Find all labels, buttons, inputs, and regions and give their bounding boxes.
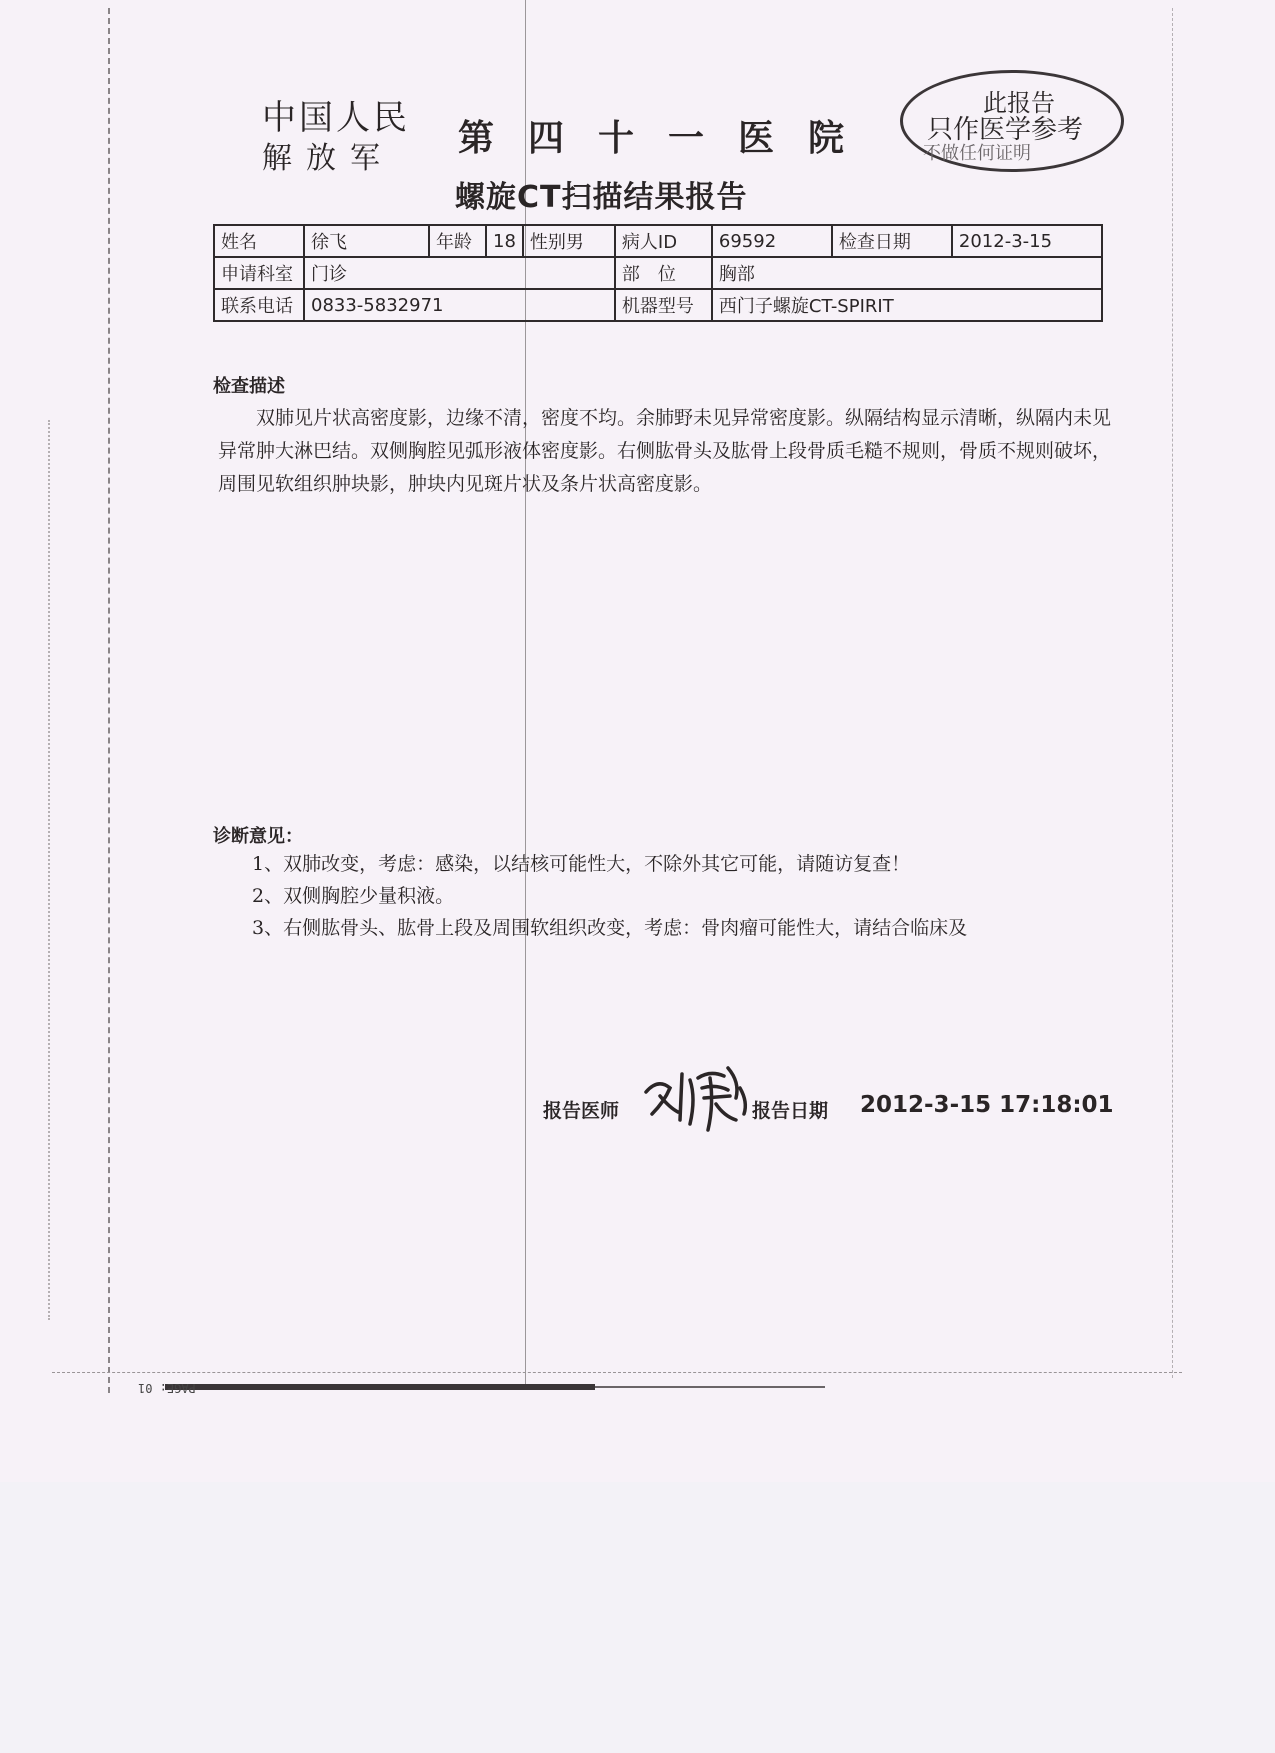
reference-stamp [900, 70, 1124, 172]
patient-age: 18 [486, 225, 523, 257]
age-label: 年龄 [429, 225, 486, 257]
doctor-label: 报告医师 [543, 1100, 620, 1122]
stamp-line-2: 只作医学参考 [927, 115, 1084, 145]
table-row [214, 225, 1102, 257]
name-label: 姓名 [214, 225, 304, 257]
footer-rule [165, 1384, 595, 1390]
footer-rule-thin [595, 1386, 825, 1388]
list-item: 3、右侧肱骨头、肱骨上段及周围软组织改变，考虑：骨肉瘤可能性大，请结合临床及 [252, 917, 968, 939]
patient-id: 69592 [712, 225, 832, 257]
dept-value: 门诊 [304, 257, 615, 289]
part-value: 胸部 [712, 257, 1102, 289]
diagnosis-list [252, 848, 967, 944]
hospital-line-2: 解放军 [262, 141, 394, 176]
diagnosis-heading: 诊断意见： [213, 826, 303, 847]
patient-info-table [213, 224, 1103, 322]
table-row [214, 289, 1102, 321]
frame-right-border [1172, 8, 1173, 1378]
sex-cell [523, 225, 615, 257]
phone-value: 0833-5832971 [304, 289, 615, 321]
dept-label: 申请科室 [214, 257, 304, 289]
stamp-line-3: 不做任何证明 [923, 143, 1031, 164]
machine-label: 机器型号 [615, 289, 712, 321]
patient-id-label: 病人ID [615, 225, 712, 257]
report-date: 2012-3-15 17:18:01 [860, 1092, 1114, 1118]
description-heading: 检查描述 [213, 376, 285, 397]
list-item: 2、双侧胸腔少量积液。 [252, 885, 455, 907]
scan-edge-marks [48, 420, 50, 1320]
page-number: PAGE: 01 [138, 1381, 196, 1395]
scan-margin [0, 1482, 1275, 1753]
part-label: 部 位 [615, 257, 712, 289]
report-date-label: 报告日期 [752, 1100, 829, 1122]
doctor-signature-image [640, 1058, 758, 1134]
list-item: 1、双肺改变，考虑：感染，以结核可能性大，不除外其它可能，请随访复查！ [252, 853, 911, 875]
phone-label: 联系电话 [214, 289, 304, 321]
patient-name: 徐飞 [304, 225, 429, 257]
frame-bottom-border [52, 1372, 1182, 1373]
stamp-line-1: 此报告 [983, 89, 1055, 117]
sex-label: 性别 [529, 232, 566, 253]
exam-date-label: 检查日期 [832, 225, 952, 257]
frame-left-border [108, 8, 110, 1393]
table-row [214, 257, 1102, 289]
description-text: 双肺见片状高密度影，边缘不清，密度不均。余肺野未见异常密度影。纵隔结构显示清晰，纵隔内未见异常肿大淋巴结。双侧胸腔见弧形液体密度影。右侧肱骨头及肱骨上段骨质毛糙不规则，骨质不规则破坏，周围见软组织肿块影，肿块内见斑片状及条片状高密度影。 [218, 407, 1112, 495]
hospital-line-1: 中国人民 [262, 98, 410, 138]
hospital-name: 第四十一医院 [458, 117, 879, 159]
patient-sex: 男 [565, 232, 584, 253]
report-title: 螺旋CT扫描结果报告 [455, 180, 748, 215]
exam-date: 2012-3-15 [952, 225, 1102, 257]
machine-value: 西门子螺旋CT-SPIRIT [712, 289, 1102, 321]
